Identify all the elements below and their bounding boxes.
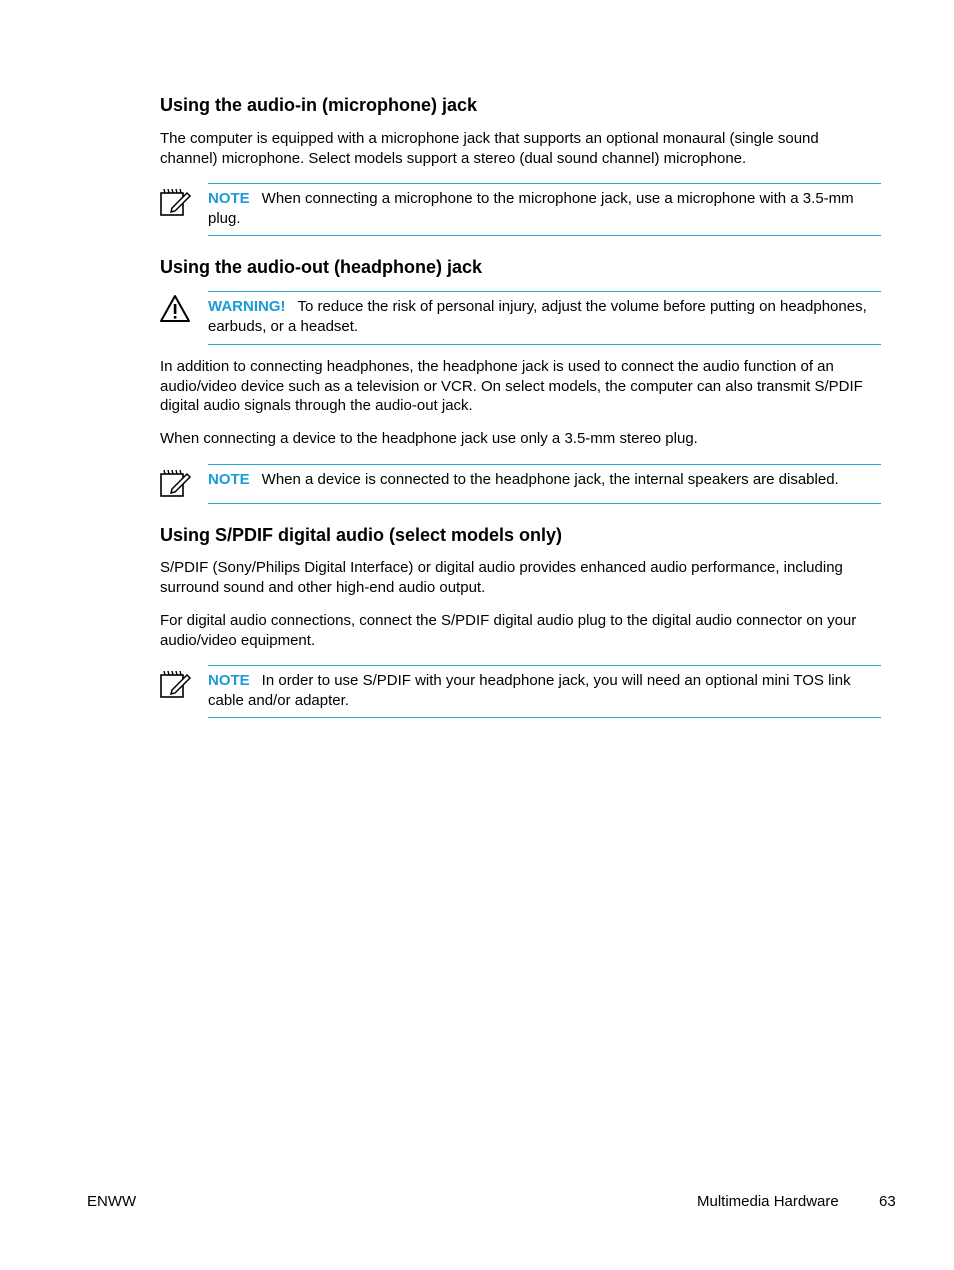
note-pencil-icon	[158, 186, 192, 220]
section-heading-spdif: Using S/PDIF digital audio (select models only)	[160, 525, 563, 545]
footer-left: ENWW	[87, 1193, 137, 1210]
warning-triangle-icon	[158, 293, 192, 327]
note-pencil-icon	[158, 467, 192, 501]
note-text: When a device is connected to the headphone jack, the internal speakers are disabled.	[261, 471, 839, 488]
page-number: 63	[879, 1193, 896, 1210]
note-callout	[208, 464, 881, 504]
note-label: NOTE	[208, 190, 250, 207]
warning-callout	[208, 291, 881, 345]
note-text: In order to use S/PDIF with your headphone jack, you will need an optional mini TOS link cable and/or adapter.	[208, 672, 851, 709]
paragraph: S/PDIF (Sony/Philips Digital Interface) or digital audio provides enhanced audio performance, including surround sound and other high-end audio output.	[160, 559, 843, 596]
paragraph: When connecting a device to the headphone jack use only a 3.5-mm stereo plug.	[160, 430, 698, 447]
footer-section-title: Multimedia Hardware	[697, 1193, 839, 1210]
note-text: When connecting a microphone to the microphone jack, use a microphone with a 3.5-mm plug.	[208, 190, 854, 227]
warning-label: WARNING!	[208, 298, 286, 315]
warning-text: To reduce the risk of personal injury, adjust the volume before putting on headphones, earbuds, or a headset.	[208, 298, 867, 335]
note-label: NOTE	[208, 471, 250, 488]
note-callout	[208, 665, 881, 718]
paragraph: In addition to connecting headphones, the headphone jack is used to connect the audio function of an audio/video device such as a television or VCR. On select models, the computer can also transmit S/PDIF digital audio signals through the audio-out jack.	[160, 358, 863, 414]
section-heading-headphone: Using the audio-out (headphone) jack	[160, 257, 483, 277]
section-heading-microphone: Using the audio-in (microphone) jack	[160, 95, 478, 115]
note-label: NOTE	[208, 672, 250, 689]
paragraph: For digital audio connections, connect the S/PDIF digital audio plug to the digital audio connector on your audio/video equipment.	[160, 612, 857, 649]
note-pencil-icon	[158, 668, 192, 702]
paragraph: The computer is equipped with a microphone jack that supports an optional monaural (single sound channel) microphone. Select models support a stereo (dual sound channel) microphone.	[160, 130, 819, 167]
note-callout	[208, 183, 881, 236]
